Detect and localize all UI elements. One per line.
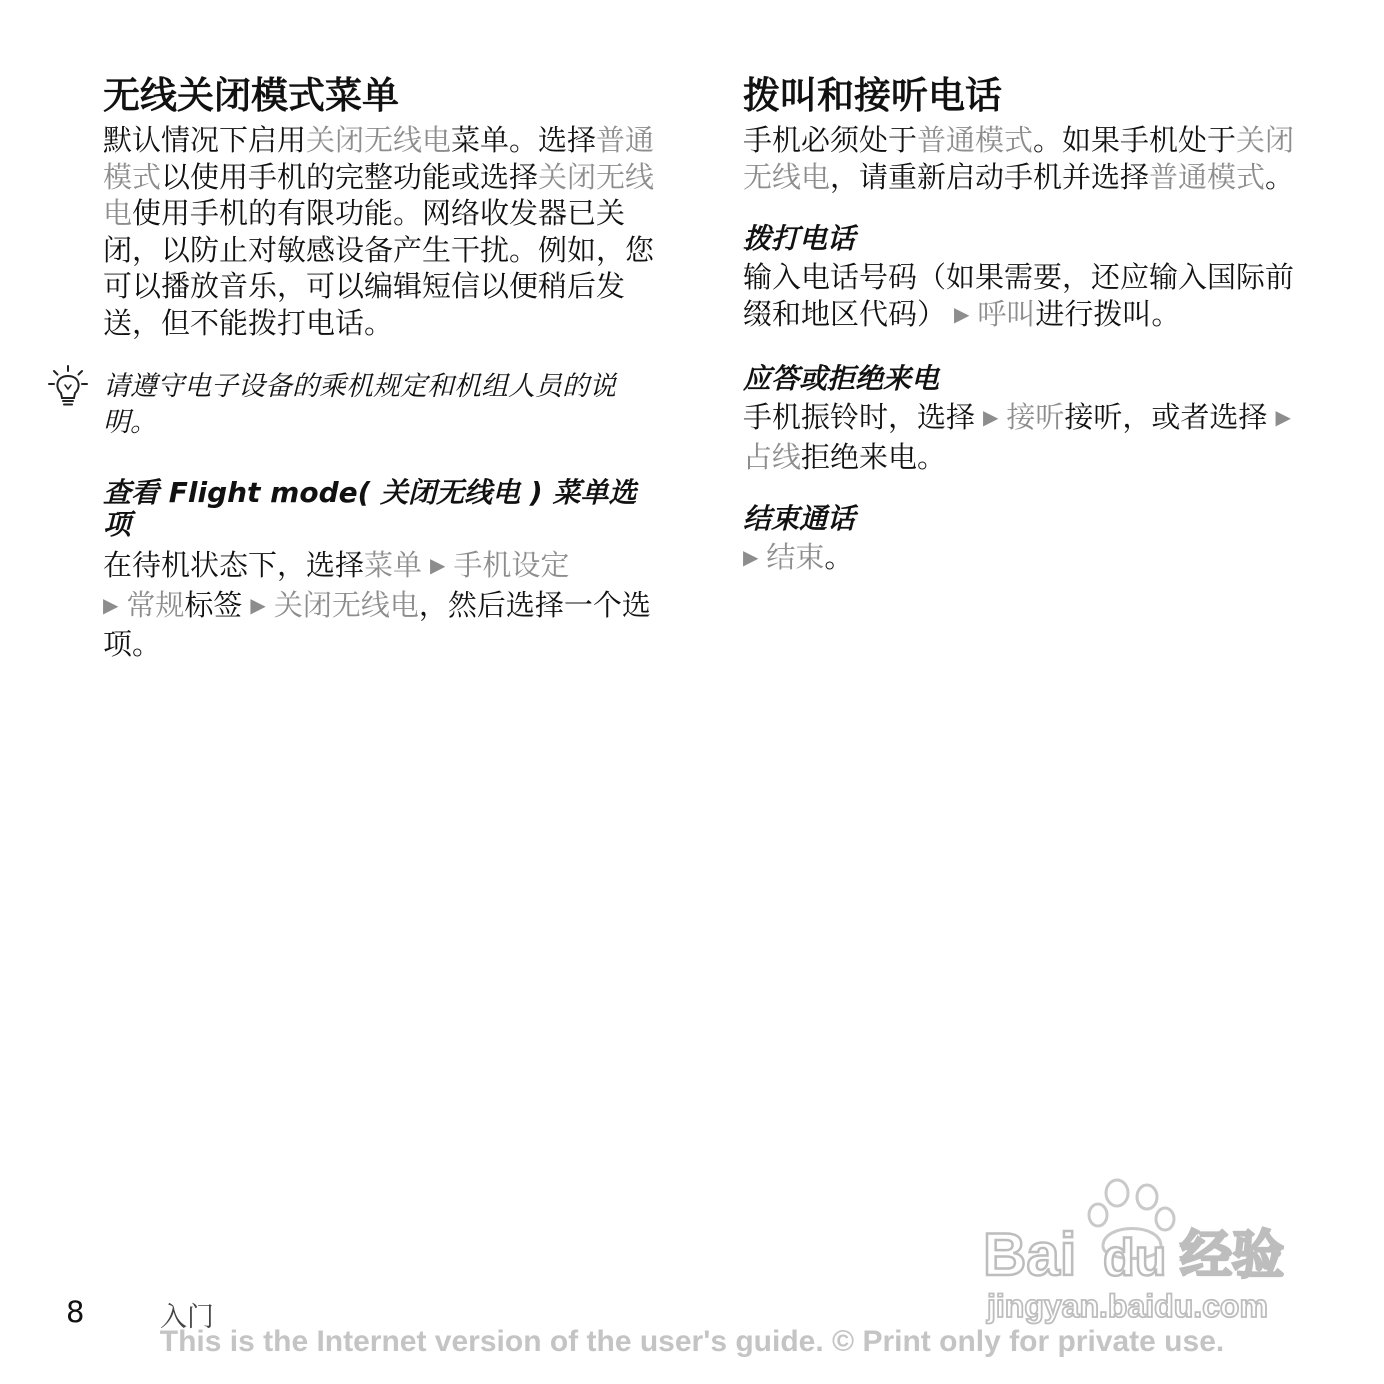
lightbulb-icon: [47, 365, 89, 409]
tip-note: [103, 369, 663, 441]
watermark-brand-2: du: [1103, 1229, 1167, 1287]
menu-term-call: 呼叫: [977, 296, 1036, 331]
section-title-calls: 拨叫和接听电话: [743, 74, 1002, 117]
section-title-end-call: 结束通话: [743, 502, 856, 535]
menu-term-radio-off: 关闭无线电: [306, 123, 452, 157]
tip-text: 请遵守电子设备的乘机规定和机组人员的说明。: [103, 371, 616, 438]
menu-term-general: 常规: [126, 587, 185, 622]
arrow-right-icon: ▶: [1275, 405, 1291, 429]
section-make-call: [743, 223, 1303, 335]
print-notice: This is the Internet version of the user's guide. © Print only for private use.: [159, 1325, 1225, 1358]
section-view-options: [103, 477, 663, 663]
section-body-end-call: ▶ 结束。: [743, 540, 854, 574]
baidu-jingyan-watermark: [975, 1175, 1305, 1325]
section-title-answer-reject: 应答或拒绝来电: [743, 362, 940, 395]
section-body-answer-reject: 手机振铃时，选择 ▶ 接听接听，或者选择 ▶占线拒绝来电。: [743, 400, 1291, 474]
menu-term-menu: 菜单: [364, 548, 423, 582]
menu-term-radio-off: 关闭无线电: [273, 587, 419, 622]
section-body-make-call: 输入电话号码（如果需要，还应输入国际前缀和地区代码） ▶ 呼叫进行拨叫。: [743, 260, 1295, 331]
section-answer-reject: [743, 363, 1303, 475]
watermark-url: jingyan.baidu.com: [987, 1288, 1268, 1324]
watermark-brand: Bai: [983, 1221, 1077, 1288]
arrow-right-icon: ▶: [743, 545, 759, 569]
menu-term-end: 结束: [766, 540, 825, 574]
arrow-right-icon: ▶: [250, 592, 266, 617]
left-column: [103, 72, 663, 663]
page-number: 8: [66, 1295, 85, 1329]
menu-term-radio-off: 关闭无线电: [103, 159, 655, 230]
arrow-right-icon: ▶: [103, 592, 119, 617]
menu-term-radio-off: 关闭无线电: [743, 123, 1295, 194]
menu-term-normal-mode: 普通模式: [103, 123, 655, 194]
section-body-wireless-off-menu: 默认情况下启用关闭无线电菜单。选择普通模式以使用手机的完整功能或选择关闭无线电使用手机的有限功能。网络收发器已关闭，以防止对敏感设备产生干扰。例如，您可以播放音乐，可以编辑短信以便稍后发送，但不能拨打电话。: [103, 123, 655, 340]
arrow-right-icon: ▶: [954, 301, 970, 326]
menu-term-normal-mode: 普通模式: [1149, 159, 1266, 194]
menu-term-busy: 占线: [743, 439, 802, 474]
section-body-view-options: 在待机状态下，选择菜单 ▶ 手机设定 ▶ 常规标签 ▶ 关闭无线电，然后选择一个选项。: [103, 548, 651, 661]
menu-term-phone-settings: 手机设定: [453, 548, 570, 582]
arrow-right-icon: ▶: [983, 405, 999, 429]
chapter-name: 入门: [160, 1302, 214, 1333]
menu-term-normal-mode: 普通模式: [917, 123, 1034, 157]
section-title-view-flight-mode-options: 查看 Flight mode( 关闭无线电 ) 菜单选项: [103, 476, 637, 541]
section-body-calls: 手机必须处于普通模式。如果手机处于关闭无线电，请重新启动手机并选择普通模式。: [743, 123, 1295, 194]
right-column: [743, 72, 1303, 579]
arrow-right-icon: ▶: [430, 553, 446, 577]
section-title-make-call: 拨打电话: [743, 222, 856, 255]
section-end-call: [743, 503, 1303, 579]
section-title-wireless-off-menu: 无线关闭模式菜单: [103, 74, 399, 117]
menu-term-answer: 接听: [1006, 400, 1065, 434]
watermark-brand-cn: 经验: [1180, 1226, 1285, 1286]
